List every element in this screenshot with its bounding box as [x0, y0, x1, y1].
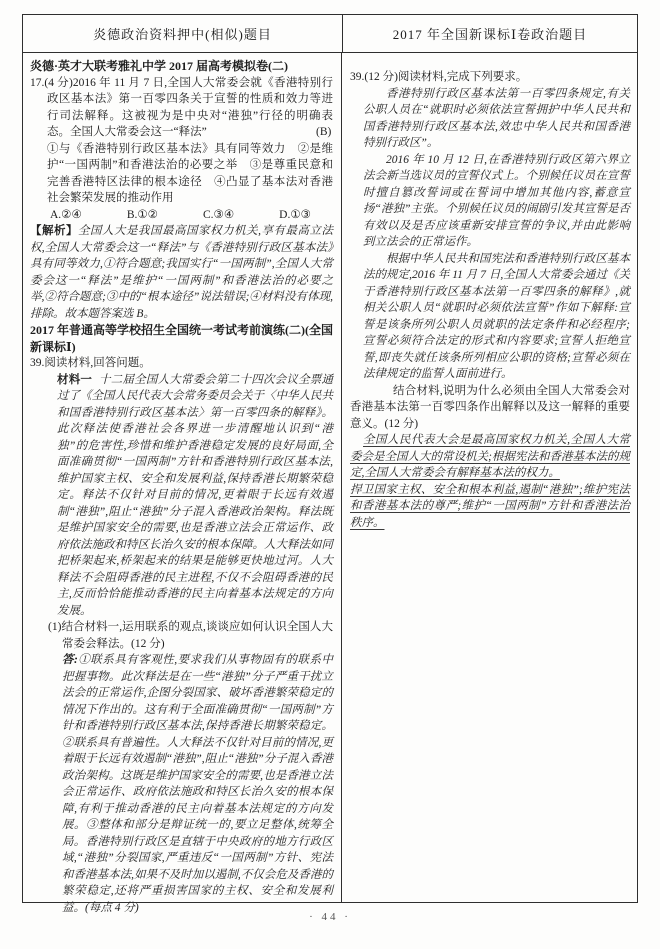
table-header-row	[23, 15, 637, 53]
question-17-options: ①与《香港特别行政区基本法》具有同等效力 ②是维护“一国两制”和香港法治的必要之举 ③是尊重民意和完善香港特区法律的根本途径 ④凸显了基本法对香港社会繁荣发展的推动作用	[47, 142, 333, 204]
rehearsal-exam-title: 2017 年普通高等学校招生全国统一考试考前演练(二)(全国新课标Ⅰ)	[30, 323, 333, 354]
choice-b: B.①②	[126, 208, 158, 221]
page-number: · 44 ·	[309, 911, 351, 923]
answer-text: ①联系具有客观性,要求我们从事物固有的联系中把握事物。此次释法是在一些“港独”分子严重干扰立法会的正常运作,企图分裂国家、破坏香港繁荣稳定的情况下作出的。这有利于全面准确贯彻“一国两制”方针和香港特别行政区基本法,保持香港长期繁荣稳定。②联系具有普遍性。人大释法不仅针对目前的情况,更着眼于长远有效遏制“港独”,阻止“港独”分子混入香港政治架构。这既是维护国家安全的需要,也是香港立法会正常运作、政府依法施政和特区长治久安的根本保障,有利于推动香港的民主向着基本法规定的方向发展。③整体和部分是辩证统一的,要立足整体,统筹全局。香港特别行政区是直辖于中央政府的地方行政区域,“港独”分裂国家,严重违反“一国两制”方针、宪法和香港基本法,如果不及时加以遏制,不仅会危及香港的繁荣稳定,还将严重损害国家的主权、安全和发展利益。(每点 4 分)	[62, 654, 333, 914]
answer-label: 答:	[62, 654, 78, 666]
right-answer-part-1: 全国人民代表大会是最高国家权力机关,全国人大常委会是全国人大的常设机关;根据宪法和香港基本法的规定,全国人大常委会有解释基本法的权力。	[350, 434, 630, 479]
right-answer-part-2: 捍卫国家主权、安全和根本利益,遏制“港独”;维护宪法和香港基本法的尊严;维护“一国两制”方针和香港法治秩序。	[350, 483, 630, 529]
question-39-right-lead: 39.(12 分)阅读材料,完成下列要求。	[350, 71, 528, 83]
header-right-title: 2017 年全国新课标Ⅰ卷政治题目	[342, 15, 637, 52]
header-left-title: 炎德政治资料押中(相似)题目	[93, 27, 272, 42]
material-one-text: 十二届全国人大常委会第二十四次会议全票通过了《全国人民代表大会常务委员会关于〈中华人民共和国香港特别行政区基本法〉第一百零四条的解释》。此次释法使香港社会各界进一步清醒地认识到“港独”的危害性,珍惜和维护香港稳定发展的良好局面,全面准确贯彻“一国两制”方针和香港特别行政区基本法,维护国家主权、安全和发展利益,保持香港长期繁荣稳定。释法不仅针对目前的情况,更着眼于长远有效遏制“港独”,阻止“港独”分子混入香港政治架构。释法既是维护国家安全的需要,也是香港立法会正常运作、政府依法施政和特区长治久安的根本保障。人大释法如同把桥架起来,桥架起来的结果是能够更快地过河。人大释法不会阻碍香港的民主进程,不仅不会阻碍香港的民主,反而恰恰能推动香港的民主向着基本法规定的方向发展。	[57, 373, 334, 617]
question-17-analysis	[30, 223, 333, 322]
right-column-national-exam	[342, 53, 637, 902]
material-one-label: 材料一	[57, 373, 93, 386]
left-column-mock-exam	[23, 53, 342, 914]
choice-c: C.③④	[202, 208, 235, 221]
question-17-stem: 17.(4 分)2016 年 11 月 7 日,全国人大常委会就《香港特别行政区基本法》第一百零四条关于宣誓的性质和效力等进行司法解释。这被视为是中央对“港独”行径的明确表态。全国人大常委会这一“释法” (B)	[30, 76, 333, 138]
mock-exam-title: 炎德·英才大联考雅礼中学 2017 届高考模拟卷(二)	[30, 59, 288, 73]
right-task: 结合材料,说明为什么必须由全国人大常委会对香港基本法第一百零四条作出解释以及这一解释的重要意义。(12 分)	[350, 384, 630, 430]
table-body	[23, 53, 637, 914]
analysis-label: 【解析】	[30, 225, 79, 237]
analysis-text: 全国人大是我国最高国家权力机关,享有最高立法权,全国人大常委会这一“释法”与《香港特别行政区基本法》具有同等效力,①符合题意;我国实行“一国两制”,全国人大常委会这一“释法”是维护“一国两制”和香港法治的必要之举,②符合题意;③中的“根本途径”说法错误;④材料没有体现,排除。故本题答案选 B。	[30, 225, 334, 320]
sub-question-1: (1)结合材料一,运用联系的观点,谈谈应如何认识全国人大常委会释法。(12 分)	[48, 621, 333, 650]
choice-a: A.②④	[50, 208, 82, 221]
question-39-left-lead: 39.阅读材料,回答问题。	[30, 357, 151, 369]
question-17-text: 17.(4 分)2016 年 11 月 7 日,全国人大常委会就《香港特别行政区基本法》第一百零四条关于宣誓的性质和效力等进行司法解释。这被视为是中央对“港独”行径的明确表态。全国人大常委会这一“释法”	[30, 76, 333, 138]
right-material-1: 香港特别行政区基本法第一百零四条规定,有关公职人员在“就职时必须依法宣誓拥护中华人民共和国香港特别行政区基本法,效忠中华人民共和国香港特别行政区”。	[363, 87, 630, 149]
comparison-table	[22, 14, 638, 914]
question-17-choices-row	[50, 207, 333, 224]
right-material-3: 根据中华人民共和国宪法和香港特别行政区基本法的规定,2016 年 11 月 7 日,全国人大常委会通过《关于香港特别行政区基本法第一百零四条的解释》,就相关公职人员“就职时必须依法宣誓”作如下解释:宣誓是该条所列公职人员就职的法定条件和必经程序;宣誓必须符合法定的形式和内容要求;宣誓人拒绝宣誓,即丧失就任该条所列相应公职的资格;宣誓必须在法律规定的监誓人面前进行。	[363, 252, 630, 380]
question-39-left-answer	[62, 652, 333, 916]
material-one	[57, 372, 333, 620]
choice-d: D.①③	[279, 208, 311, 221]
right-material-2: 2016 年 10 月 12 日,在香港特别行政区第六界立法会新当选议员的宣誓仪式上。个别候任议员在宣誓时擅自篡改誓词或在誓词中增加其他内容,蓄意宣扬“港独”主张。个别候任议员的闹剧引发其宣誓是否有效以及是否应该重新安排宣誓的争议,并由此影响到立法会的正常运作。	[363, 153, 630, 248]
